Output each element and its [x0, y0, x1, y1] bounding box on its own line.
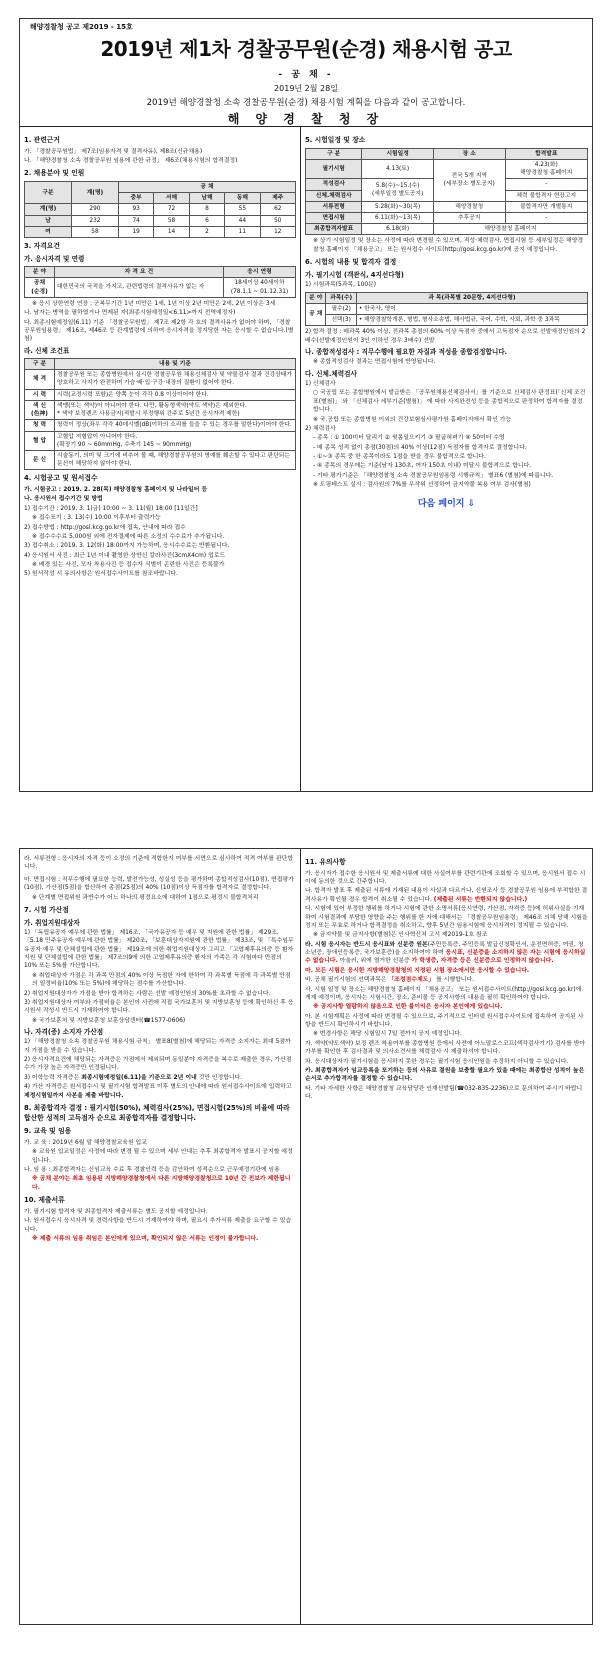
p2r-dan: ※ 금지약물 및 금지사항(별첨)은 인사혁신처 고시 제2019-1호 참조 — [313, 932, 488, 939]
text: 나. 합격자 발표 후 제출된 서류에 기재된 내용이 사실과 다르거나, 신원조사 등 경찰공무원 임용에 부적합한 결격사유가 확인될 경우 합격이 취소될 수 있습니다. — [305, 888, 588, 903]
s6-c1: 1) 신체검사 — [305, 381, 336, 388]
p2-ga1n: ※ 취업대상자 가점은 각 과목 만점의 40% 이상 득점한 자에 한하여 각 과목별 득점에 각 과목별 만점의 일정비율(10% 또는 5%)에 해당하는 점수를 가산합니다. — [32, 972, 291, 988]
s4-line: 3) 접수취소 : 2019. 3. 12(화) 18:00까지 가능하며, 응시수수료는 반환됩니다. — [24, 543, 230, 550]
s6-bn: ※ 종합적성검사 결과는 면접시험에 반영됩니다. — [313, 359, 436, 366]
cell: 최종합격자발표 — [306, 224, 362, 235]
cell: - — [505, 212, 587, 223]
recruit-table — [24, 181, 296, 238]
s6-c2: 2) 체력검사 — [305, 425, 336, 432]
table-row — [306, 314, 588, 325]
cell: 공채 (순경) — [25, 278, 55, 297]
text: 를 시행합니다. — [434, 977, 475, 984]
cell: 11 — [225, 226, 260, 237]
cell: 290 — [71, 204, 118, 215]
section-10-title: 10. 제출서류 — [24, 1196, 65, 1205]
s3-a: 가. 응시자격 및 연령 — [24, 254, 85, 263]
p2r-a: 아. 본 시험계획은 사정에 따라 변경될 수 있으므로, 주기적으로 인터넷 원서접수사이트에 접속하여 공지된 사항을 반드시 확인하시기 바랍니다. — [305, 1013, 584, 1029]
cell: 14 — [154, 226, 189, 237]
section-7-title: 7. 시험 가산점 — [24, 905, 69, 914]
text: 가 학생증, 자격증 등은 신분증으로 인정하지 않습니다. — [411, 958, 554, 965]
next-page-link[interactable]: 다음 페이지 ⇩ — [417, 498, 476, 509]
p2-s10b: 나. 원서접수시 응시자격 및 경력사항을 반드시 기재하여야 하며, 필요시 추가서류 제출을 요구할 수 있습니다. — [24, 1218, 292, 1233]
cell: 색 신 (色神) — [25, 400, 55, 419]
p2r-ga: 가. 응시자가 접수한 응시원서 및 제출서류에 대한 사실여부를 관련기관에 조회할 수 있으며, 응시원서 접수 시 이에 동의한 것으로 간주합니다. — [305, 870, 586, 886]
p2r-da: 다. 시험에 있어 부정한 행위를 하거나 시험에 관한 소명서류(응시연령, 가산점, 자격증 등)에 허위사실을 기재하여 시험결과에 부당한 영향을 주는 행위를 한 자에 대해서는 「경찰공무원임용령」 제46조 의해 당해 시험을 정지 또는 무효로 하거나 합격결정을 취소하고, 향후 5년간 임용시험에 응시자격이 정지될 수 있습니다. — [305, 906, 588, 929]
cell: 시 력 — [25, 389, 55, 400]
p2-ga2: 2) 취업지원대상자가 가점을 받아 합격하는 사람은 선발 예정인원의 30%를 초과할 수 없습니다. — [24, 990, 271, 997]
cell: 6.11(화)~13(목) — [362, 212, 434, 223]
cell: 19 — [118, 226, 153, 237]
p2-s10n: ※ 제출 서류의 임용 취임은 본인에게 있으며, 확인되지 않은 서류는 인정이 불가합니다. — [32, 1235, 259, 1242]
subtitle: - 공 채 - — [278, 70, 334, 80]
section-4-title: 4. 시험공고 및 원서접수 — [24, 474, 98, 483]
section-2-title: 2. 채용분야 및 인원 — [24, 169, 85, 178]
th-region: 동해 — [225, 193, 260, 204]
cell: 문 신 — [25, 450, 55, 469]
cell: 5.28(화)~30(목) — [362, 201, 434, 212]
s4-line: 2) 접수방법 : http://gosi.kcg.go.kr에 접속, 안내에 따라 접수 — [24, 524, 186, 531]
left-column — [20, 127, 301, 791]
p2-s9an: ※ 교육원 입교일정은 사정에 따라 변경 될 수 있으며 세부 안내는 추후 최종합격자 발표시 공지할 예정입니다. — [32, 1149, 293, 1164]
section-11-title: 11. 유의사항 — [305, 858, 346, 866]
s6-c2c: - ①~③ 종목 중 한 종목이라도 1점을 받을 경우 불합격으로 합니다. — [313, 454, 486, 461]
th-region: 중부 — [118, 193, 153, 204]
p2r-ja: 자. 색약(약도색약) 보정 렌즈 착용여부를 종합병원 등에서 사전에 아노말로스코프(색각검사기기) 검사를 받아 가부를 확인한 후 검사결과 및 의사소견서를 체력검사 시 제출하셔야 합니다. — [305, 1040, 586, 1056]
cell: 공 채 — [306, 303, 326, 325]
page-2 — [19, 848, 593, 1625]
cell: 불합격자만 개별통지 — [505, 201, 587, 212]
th-gubun: 구분 — [25, 182, 72, 204]
cell: 62 — [260, 204, 295, 215]
p2r-ka: 카. 최종합격자가 임교등록을 포기하는 등의 사유로 결원을 보충할 필요가 있을 때에는 최종합산 성적이 높은 순서로 추가합격자를 결정할 수 있습니다. — [305, 1067, 585, 1083]
cell: • 한국사, 영어 — [356, 303, 587, 314]
th: 자 격 요 건 — [55, 267, 224, 278]
p2-s9b: 나. 임 용 : 최종합격자는 신임교육 수료 후 경찰인력 등을 감안하여 성적순으로 근무예정기관에 임용 — [24, 1167, 280, 1174]
schedule-note: ※ 상기 시험일정 및 장소는 사정에 따라 변경될 수 있으며, 적성·체력검사, 면접시험 등 세부일정은 해양경찰청 홈페이지 「채용공고」 또는 원서접수 사이트(http://gosi.kcg.go.kr)에 공지 예정입니다. — [313, 238, 584, 253]
right-column-p2 — [301, 849, 592, 1624]
s6-c2n: ※ 도핑테스트 실시 : 검사원의 7%를 무작위 선정하여 금지약물 복용 여부 검사(별첨) — [313, 482, 531, 489]
table-row — [306, 224, 588, 235]
th: 장 소 — [433, 148, 505, 159]
table-row — [306, 201, 588, 212]
cell: 18세이상 40세이하 (78.1.1 ~ 01.12.31) — [224, 278, 296, 297]
text: 「조정점수제도」 — [388, 977, 435, 984]
section-3-title: 3. 자격요건 — [24, 242, 60, 251]
s4-note: ※ 접수포기 : 3. 13(수) 10:00 이후부터 출력가능 — [32, 515, 161, 522]
th: 내용 및 기준 — [55, 359, 296, 370]
cell: 체 격 — [25, 370, 55, 389]
intro-text: 2019년 해양경찰청 소속 경찰공무원(순경) 채용시험 계획을 다음과 같이 공고합니다. — [146, 98, 466, 108]
cell: 청 력 — [25, 420, 55, 431]
section-5-title: 5. 시험일정 및 장소 — [305, 136, 366, 144]
p2r-na — [305, 887, 588, 904]
p2r-cha: 차. 응시대상자가 필기시험을 응시하지 못한 경우는 필기시험 응시인원을 추정하지 아니할 수 있습니다. — [305, 1058, 569, 1065]
th: 과 목(과목별 20문항, 4지선다형) — [356, 292, 587, 303]
table-row — [25, 450, 296, 469]
table-row — [306, 212, 588, 223]
cell: 남 — [25, 215, 72, 226]
s6-c1a: ○ 국공립 또는 종합병원에서 발급받은 「공무원채용신체검사서」를 기준으로 신체검사 판정표(「신체 조건표(별첨)」 와 「신체검사 세부기준(별첨)」 에 따라 사지완전성 등을 종합적으로 판정하여 합격자를 결정합니다. — [313, 390, 586, 414]
schedule-table — [305, 148, 588, 236]
p2-ga: 가. 취업지원대상자 — [24, 918, 80, 927]
p2-na1: 1) 「해양경찰청 소속 경찰공무원 채용시험 규칙」 별표8(별첨)에 해당되는 자격증 소지자는 최대 5점까지 가점을 받을 수 있습니다. — [24, 1039, 291, 1054]
eligibility-table — [24, 266, 296, 298]
cell: 시력(교정시력 포함)은 양쪽 눈이 각각 0.8 이상이어야 한다. — [55, 389, 296, 400]
cell: 선택(3) — [326, 314, 356, 325]
p2-ga1: 1) 「독립유공자 예우에 관한 법률」 제16조, 「국가유공자 등 예우 및 지원에 관한 법률」 제29조, 「5.18 민주유공자 예우에 관한 법률」 제20조, 「보훈대상자지원에 관한 법률」 제33조, 및 「특수임무유공자 예우 및 단체설립에 관한 법률」 제19조에 의한 취업지원대상자 그리고 「고엽제후유의증 등 환자지원 및 단체설립에 관한 법률」 제7조의9에 의한 고엽제후유의증 환자의 가족은 각 시험마다 만점의 10% 또는 5%를 가산합니다. — [24, 929, 294, 970]
p2-na4 — [24, 1083, 296, 1100]
cell: 혈 압 — [25, 431, 55, 450]
table-row — [25, 420, 296, 431]
cell: 8 — [189, 204, 224, 215]
notice-number: 해양경찰청 공고 제2019 - 15호 — [30, 23, 133, 31]
cell: 4.13(토) — [362, 159, 434, 178]
th-total: 계(명) — [71, 182, 118, 204]
notice-header — [20, 19, 592, 127]
right-column — [301, 127, 592, 791]
cell: 추후공지 — [433, 212, 505, 223]
cell: 고혈압 저혈압이 아니어야 한다. (확장기 90 ~ 60mmHg, 수축기 145 ~ 90mmHg) — [55, 431, 296, 450]
s3-b: 나. 남자는 병역을 필하였거나 면제된 자(최종시험예정일<6.11>까지 전역예정자) — [24, 310, 236, 317]
cell: 체력 불합격자 현장고지 — [505, 190, 587, 201]
th-region: 서해 — [154, 193, 189, 204]
cell: 232 — [71, 215, 118, 226]
p2r-ra — [305, 941, 588, 966]
th: 구 분 — [306, 148, 362, 159]
cell: 적성검사 — [306, 179, 362, 190]
basis-2: 나. 「해양경찰청 소속 경찰공무원 임용에 관한 규정」 제6조(채용시험의 합격결정) — [24, 158, 238, 165]
page-1 — [19, 18, 593, 792]
s6-c2b: - 매 종목 성적 없이 총점(30점)의 40% 이상(12점) 득점자를 합격자로 결정합니다. — [313, 444, 527, 451]
s4-note: ※ 접수수수료 5,000원 외에 전자결제에 따른 소정의 수수료가 추가됩니다. — [32, 533, 225, 540]
th-region: 남해 — [189, 193, 224, 204]
cell: 6.18(화) — [362, 224, 434, 235]
table-row — [25, 215, 296, 226]
cell: 대한민국의 국적을 가지고, 관련법령의 결격사유가 없는 자 — [55, 278, 224, 297]
th-gongchae: 공 채 — [118, 182, 295, 193]
cell: 색맹(또는 색약)이 아니어야 한다. 다만, 활동형색약(약도 색약)은 제외한다. * 색약 보정렌즈 사용금지(적발시 부정행위 간주로 5년간 응시자격 제한) — [55, 400, 296, 419]
text: (제출된 서류는 반환되지 않습니다.) — [433, 896, 528, 903]
s4-a: 가. 시험공고 : 2019. 2. 28(목) 해양경찰청 홈페이지 및 나라일터 등 — [24, 487, 208, 494]
th: 구 분 — [25, 359, 55, 370]
cell: - — [505, 179, 587, 190]
p2r-sa: 사. 시험 일정 및 장소는 해양경찰청 홈페이지 「채용공고」 또는 원서접수사이트(http://gosi.kcg.go.kr)에 게재 예정이며, 응시자는 시험시간, 장소, 준비물 등 공지사항의 내용을 필히 확인하여야 합니다. — [305, 986, 582, 1001]
p2-na3 — [24, 1074, 296, 1082]
cell: 서류전형 — [306, 201, 362, 212]
text: 3) 어학능력 자격증은 — [24, 1074, 82, 1081]
text: 라. 시험 응시자는 반드시 응시표와 신분증 원본 — [305, 941, 428, 948]
s6-c1n: ※ 국.공립 또는 종합병원 이외의 건강보험심사평가원 홈페이지에서 확인 가능 — [313, 416, 512, 423]
table-row — [25, 204, 296, 215]
cell: 계(명) — [25, 204, 72, 215]
s6-a2: 2) 합격 결정 : 매과목 40% 이상, 전과목 총점의 60% 이상 득점자 중에서 고득점자 순으로 선발예정인원의 2배수(선발예정인원이 3인 이하인 경우 3배수) 선발 — [305, 329, 586, 344]
th-region: 제주 — [260, 193, 295, 204]
cell: 필수(2) — [326, 303, 356, 314]
text: 최종시험예정일(6.11)을 기준으로 2년 이내 — [81, 1074, 197, 1081]
p2-s9a: 가. 교 육 : 2019년 6월 말 해양경찰교육원 입교 — [24, 1139, 147, 1146]
p2r-ba — [305, 976, 588, 984]
p2-ra: 라. 서류전형 : 응시자의 자격 등이 소정의 기준에 적합한지 여부를 서면으로 심사하여 적격 여부를 판단합니다. — [24, 856, 294, 871]
notice-date: 2019년 2월 28일 — [274, 84, 338, 93]
issuing-org: 해 양 경 찰 청 장 — [227, 112, 385, 126]
p2-ma: 마. 면접시험 : 직무수행에 필요한 능력, 발전가능성, 성실성 등을 평가하며 종합적성검사(10점), 면접평가(10점), 가산점(5점)을 합산하여 총점(25점)의 40% (10점)이상 득점자를 합격자로 결정합니다. — [24, 876, 294, 892]
cell: 여 — [25, 226, 72, 237]
cell: 44 — [225, 215, 260, 226]
cell: 신체.체력검사 — [306, 190, 362, 201]
cell: 청력이 정상(좌우 각각 40데시벨(dB)이하의 소리를 들을 수 있는 경우를 말한다)이어야 한다. — [55, 420, 296, 431]
cell: 55 — [225, 204, 260, 215]
cell: 면접시험 — [306, 212, 362, 223]
cell: 6 — [189, 215, 224, 226]
age-note: ※ 응시 상한연령 연장 : 군복무기간 1년 미만은 1세, 1년 이상 2년 미만은 2세, 2년 이상은 3세 — [32, 300, 276, 307]
cell: 전국 5개 지역 (세부장소 별도공지) — [433, 159, 505, 201]
cell: 해양경찰청 홈페이지 — [433, 224, 587, 235]
section-8-title: 8. 최종합격자 결정 : 필기시험(50%), 체력검사(25%), 면접시험(25%)의 비율에 따라 합산한 성적의 고득점자 순으로 최종합격자를 결정합니다. — [24, 1103, 290, 1122]
s3-c: 다. 최종시험예정일(6.11) 기준 「경찰공무원법」 제7조 제2항 각 호의 결격사유가 없어야 하며, 「경찰공무원임용령」 제16조, 제46조 등 관계법령에 의하여 응시자격을 정지당한 자는 응시할 수 없습니다.(별첨) — [24, 319, 294, 343]
s4-b: 나. 응시원서 접수기간 및 방법 — [24, 496, 103, 503]
table-row — [25, 389, 296, 400]
table-row — [25, 278, 296, 297]
cell: 74 — [118, 215, 153, 226]
s6-a: 가. 필기시험 (객관식, 4지선다형) — [305, 270, 404, 279]
cell: 72 — [154, 204, 189, 215]
s4-note: ※ 배경 있는 사진, 모자 착용사진 등 접수자 식별이 곤란한 사진은 등록불가 — [32, 562, 225, 569]
th: 합격발표 — [505, 148, 587, 159]
th: 응시 연령 — [224, 267, 296, 278]
th: 시험일정 — [362, 148, 434, 159]
th: 분 야 — [306, 292, 326, 303]
cell: 필기시험 — [306, 159, 362, 178]
text: 것만 인정합니다. — [196, 1074, 243, 1081]
left-column-p2 — [20, 849, 301, 1624]
cell: 경찰공무원 또는 종합병원에서 실시한 경찰공무원 채용신체검사 및 약물검사 결과 건강상태가 양호하고 사지가 완전하며 가슴·배·입·구강·내장의 질환이 없어야 한다. — [55, 370, 296, 389]
s4-line: 4) 응시원서 사진 : 최근 1년 이내 촬영한 상반신 칼라사진(3cmX4cm) 업로드 — [24, 552, 226, 559]
p2-s9bn: ※ 공채 분야는 최초 임용된 지방해양경찰청에서 다른 지방해양경찰청으로 10년 간 전보가 제한됩니다. — [32, 1176, 291, 1191]
text: 4) 가산 자격증은 원서접수시 및 필기시험 합격발표 이후 별도의 안내에 따라 원서접수사이트에 입력하고 — [24, 1084, 292, 1091]
s6-c2e: - 기타 평가기준은 「해양경찰청 소속 경찰공무원임용령 시행규칙」 별표6 (별첨)에 따릅니다. — [313, 472, 554, 479]
text: 바. 공채 필기시험의 선택과목은 — [305, 977, 389, 984]
p2-ga3n: ※ 국가보훈처 및 지방보훈청 보훈상담센터(☎1577-0606) — [32, 1017, 186, 1024]
basis-1: 가. 「경찰공무원법」 제7조(임용자격 및 결격사유), 제8조(신규채용) — [24, 148, 203, 155]
p2r-ma: 마. 모든 시험은 응시한 지방해양경찰청의 지정된 시험 장소에서만 응시할 수 있습니다. — [305, 967, 530, 974]
section-9-title: 9. 교육 및 임용 — [24, 1127, 72, 1136]
th: 분 야 — [25, 267, 55, 278]
p2-na: 나. 자격(증) 소지자 가산점 — [24, 1028, 104, 1036]
text: (주민등록증, 주민등록 발급신청확인서, 운전면허증, 여권, 청소년증, 장애인등록증, 국가보훈증) — [305, 941, 584, 957]
s6-a1: 1) 시험과목(5과목, 100문) — [305, 282, 377, 289]
subject-table — [305, 292, 588, 327]
s6-c2a: - 종목 : ① 100미터 달리기 ② 윗몸일으키기 ③ 팔굽혀펴기 ④ 50미터 수영 — [313, 435, 505, 442]
s6-b: 나. 종합적성검사 : 직무수행에 필요한 자질과 적성을 종합검정합니다. — [305, 347, 508, 356]
s4-line: 1) 접수기간 : 2019. 3. 1(금) 10:00 ~ 3. 11(월) 18:00 [11일간] — [24, 505, 198, 512]
cell: 시술동기, 의미 및 크기에 비추어 볼 때, 해양경찰공무원의 명예를 훼손할 수 있다고 판단되는 문신이 해당하지 않아야 한다. — [55, 450, 296, 469]
cell: 2 — [189, 226, 224, 237]
s6-c: 다. 신체.체력검사 — [305, 369, 357, 378]
cell: 5.8(수)~15.(수) (세부일정 별도공지) — [362, 179, 434, 201]
cell: 58 — [71, 226, 118, 237]
s4-line: 5) 원서작성 시 유의사항은 원서접수사이트를 참조바랍니다. — [24, 571, 178, 578]
text: 응시표, 신분증을 소지하지 않은 자는 시험에 응시하실 수 없습니다. — [305, 950, 586, 965]
section-1-title: 1. 관련근거 — [24, 136, 60, 144]
table-row — [25, 226, 296, 237]
p2-ga3: 3) 취업지원대상자 여부와 가점비율은 본인이 사전에 직접 국가보훈처 및 지방보훈청 등에 확인하신 후 응시원서 작성시 반드시 기재하여야 합니다. — [24, 999, 294, 1015]
text: 아울러, 위에 열거한 신분증 — [337, 958, 412, 965]
s6-c2d: - ④ 종목의 경우에는 기준(남자 130초, 여자 150초 이내) 미달시 불합격으로 합니다. — [313, 463, 532, 470]
body-condition-table — [24, 358, 296, 470]
table-row — [25, 431, 296, 450]
table-row — [25, 400, 296, 419]
table-row — [306, 303, 588, 314]
text: 을 소지하여야 하며 — [394, 950, 446, 957]
cell: 해양경찰청 — [433, 201, 505, 212]
p2-s10a: 가. 필기시험 합격자 및 최종합격자 제출서류는 별도 공지할 예정입니다. — [24, 1208, 208, 1215]
p2-na2: 2) 응시자격요건에 해당되는 자격증은 가점에서 제외되며 동일분야 자격증을 복수로 제출한 경우, 가산점수가 가장 높은 자격증만 인정됩니다. — [24, 1057, 292, 1072]
p2-man: ※ 단계별 면접위원 과반수가 어느 하나의 평정요소에 대하여 1점으로 평정시 불합격처리 — [32, 894, 259, 901]
th: 과목(수) — [326, 292, 356, 303]
cell: 12 — [260, 226, 295, 237]
cell: • 해양경찰학개론, 형법, 형사소송법, 해사법규, 국어, 수학, 사회, 과학 중 3과목 — [356, 314, 587, 325]
s3-d: 라. 신체 조건표 — [24, 346, 70, 355]
table-row — [25, 370, 296, 389]
p2r-san: ※ 공지사항 열람하지 않음으로 인한 불이익은 응시자 본인에게 있습니다. — [313, 1004, 503, 1011]
p2r-ta: 타. 기타 자세한 사항은 해양경찰청 교육담당관 인재선발팀(☎032-835-2236)으로 문의하여 주시기 바랍니다. — [305, 1085, 583, 1101]
cell: 93 — [118, 204, 153, 215]
cell: 50 — [260, 215, 295, 226]
p2r-an: ※ 변경사항은 해당 시험일시 7일 전까지 공지 예정입니다. — [313, 1031, 462, 1038]
page-title: 2019년 제1차 경찰공무원(순경) 채용시험 공고 — [100, 37, 512, 61]
cell: 4.23(화) 해양경찰청 홈페이지 — [505, 159, 587, 178]
section-6-title: 6. 시험의 내용 및 합격자 결정 — [305, 258, 397, 267]
cell: 58 — [154, 215, 189, 226]
table-row — [306, 159, 588, 178]
text: 제정시험일까지 사본을 제출 바랍니다. — [24, 1092, 124, 1099]
